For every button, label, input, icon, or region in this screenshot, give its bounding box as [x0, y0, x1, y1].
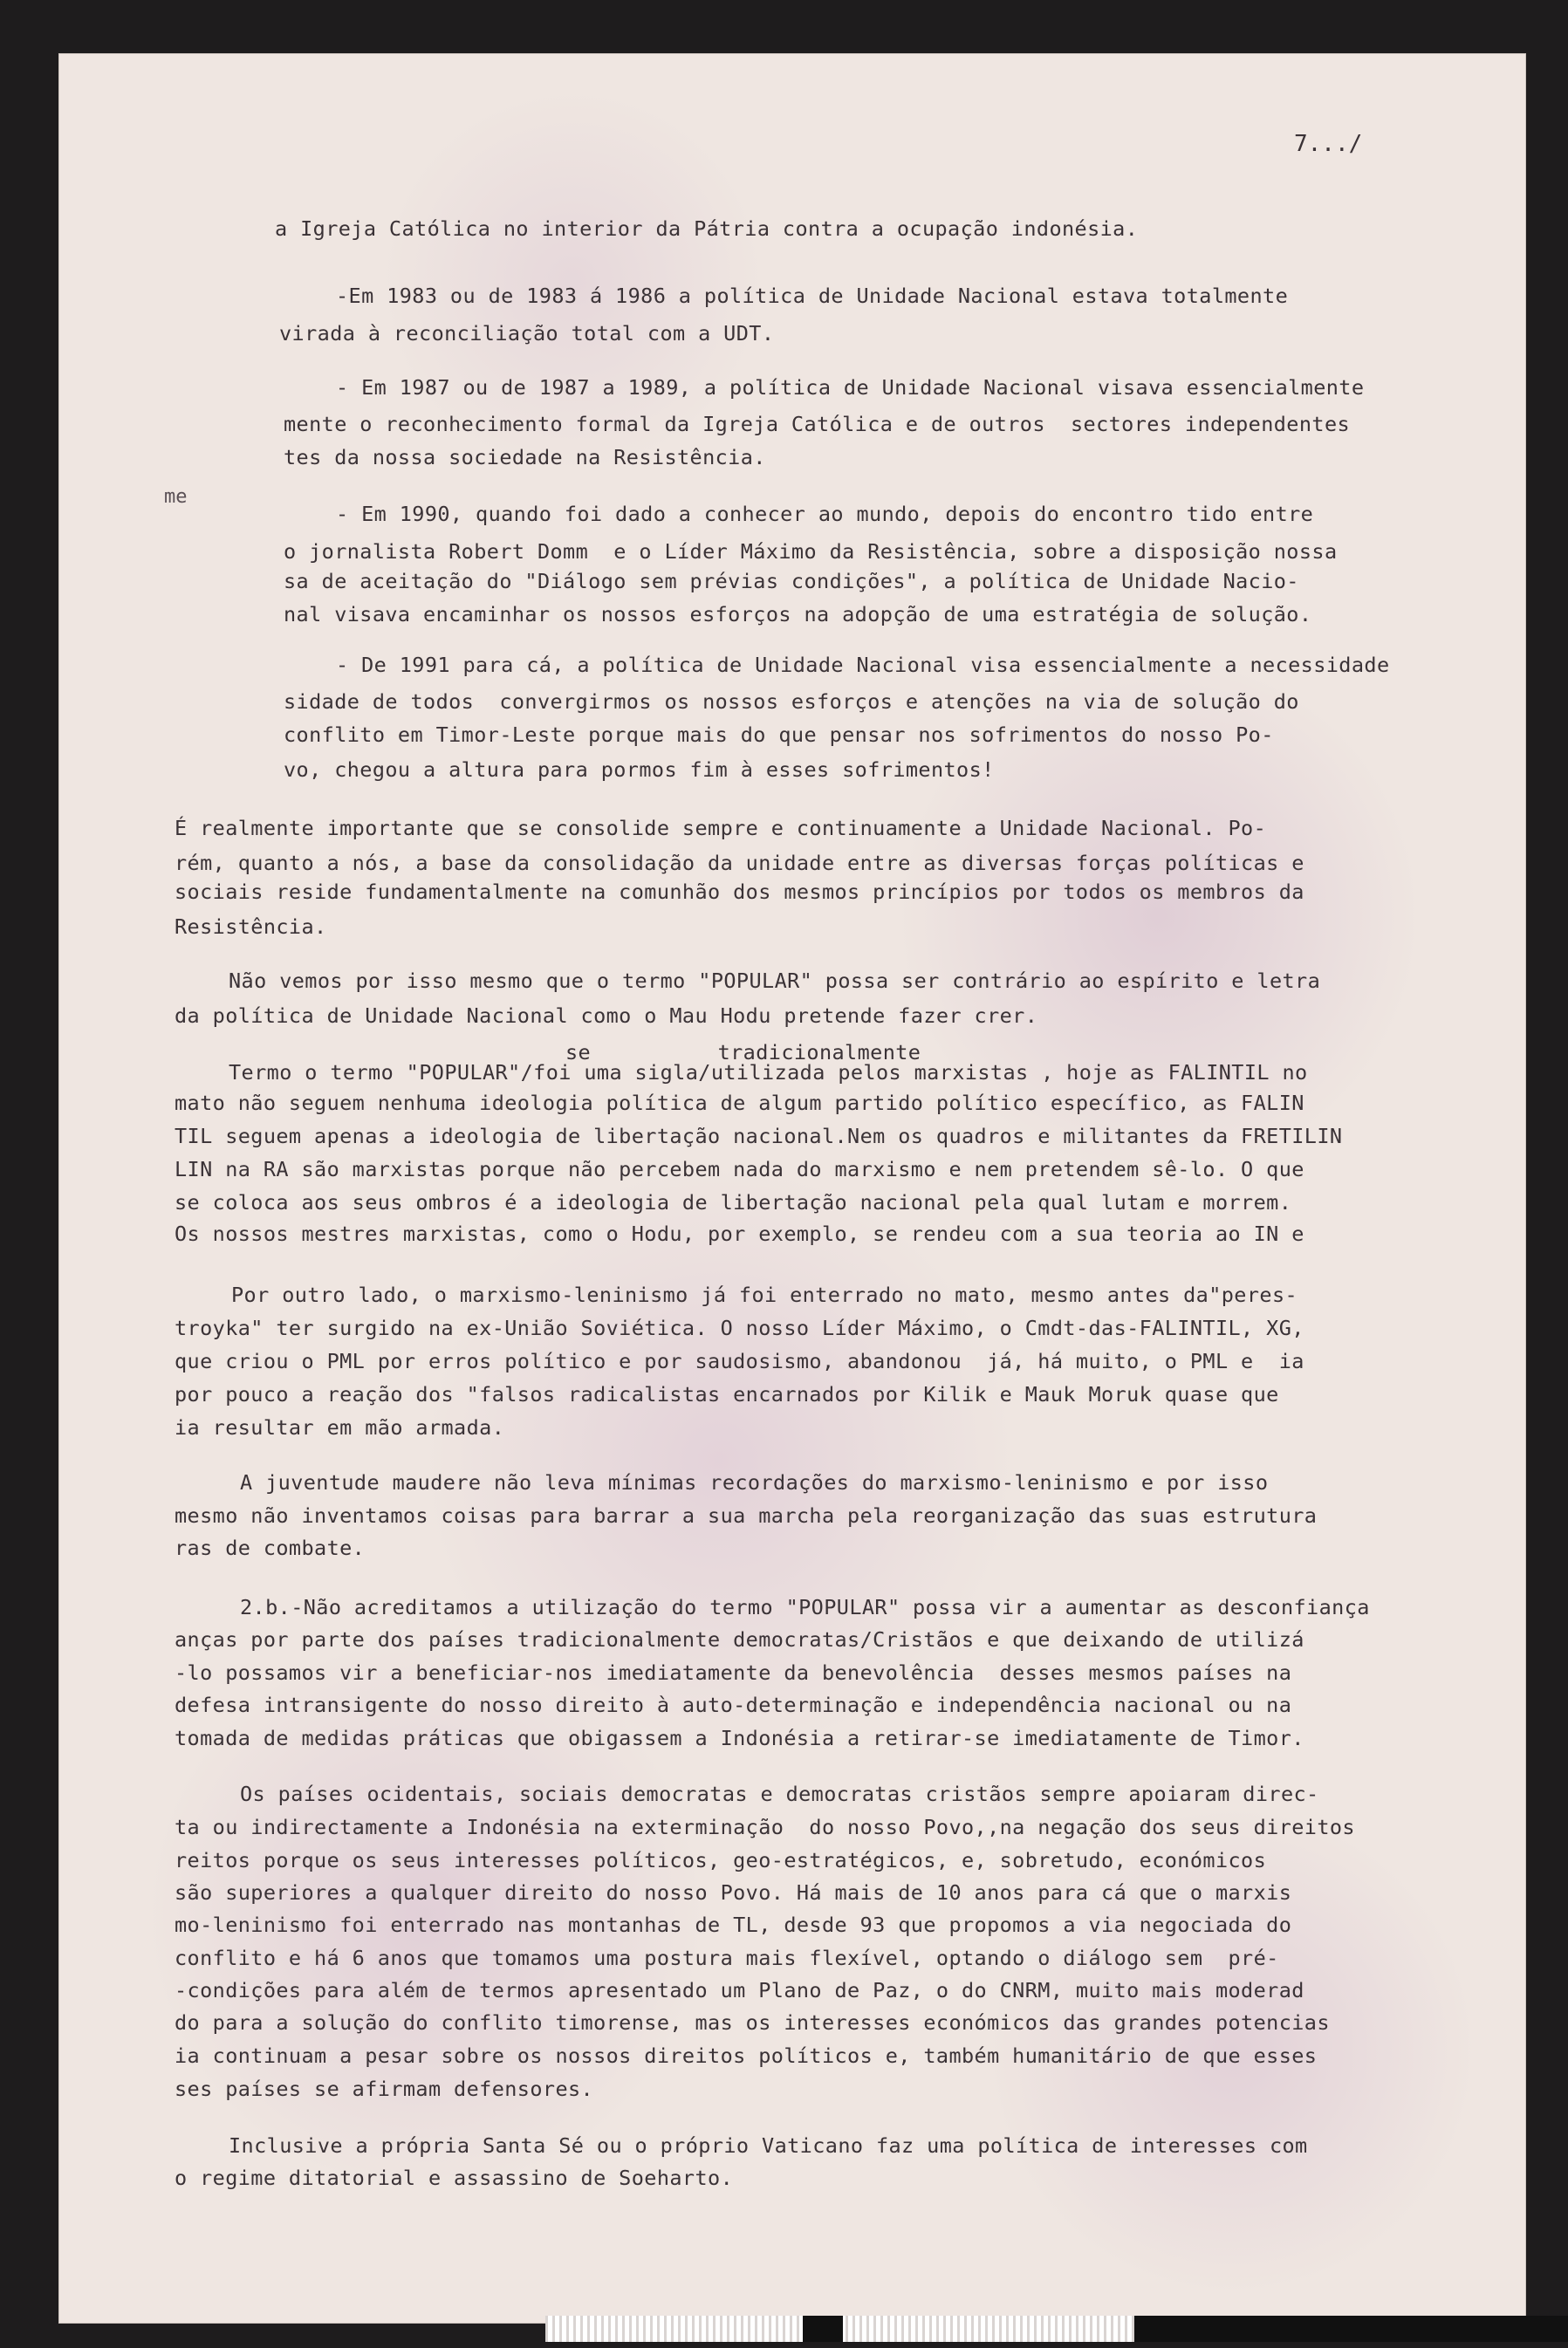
- text-line: TIL seguem apenas a ideologia de libertação nacional.Nem os quadros e militantes da FRETILIN: [175, 1124, 1343, 1148]
- text-line: LIN na RA são marxistas porque não percebem nada do marxismo e nem pretendem sê-lo. O que: [175, 1157, 1304, 1181]
- text-line: se tradicionalmente: [565, 1040, 921, 1064]
- text-line: Não vemos por isso mesmo que o termo "POPULAR" possa ser contrário ao espírito e letra: [229, 969, 1321, 993]
- text-line: ia resultar em mão armada.: [175, 1415, 505, 1440]
- text-line: da política de Unidade Nacional como o Mau Hodu pretende fazer crer.: [175, 1003, 1038, 1028]
- text-line: por pouco a reação dos "falsos radicalistas encarnados por Kilik e Mauk Moruk quase que: [175, 1382, 1279, 1407]
- text-line: tes da nossa sociedade na Resistência.: [284, 445, 766, 469]
- text-line: nal visava encaminhar os nossos esforços na adopção de uma estratégia de solução.: [284, 602, 1312, 626]
- text-line: do para a solução do conflito timorense, mas os interesses económicos das grandes potencias: [175, 2010, 1330, 2035]
- text-line: Inclusive a própria Santa Sé ou o próprio Vaticano faz uma política de interesses com: [229, 2133, 1308, 2158]
- text-line: rém, quanto a nós, a base da consolidação da unidade entre as diversas forças políticas e: [175, 851, 1304, 875]
- text-line: Resistência.: [175, 914, 327, 939]
- text-line: Por outro lado, o marxismo-leninismo já foi enterrado no mato, mesmo antes da"peres-: [231, 1283, 1298, 1307]
- text-line: virada à reconciliação total com a UDT.: [279, 321, 775, 346]
- text-line: - Em 1987 ou de 1987 a 1989, a política de Unidade Nacional visava essencialmente: [336, 375, 1365, 400]
- text-line: tomada de medidas práticas que obigassem a Indonésia a retirar-se imediatamente de Timor.: [175, 1726, 1304, 1750]
- text-line: mesmo não inventamos coisas para barrar a sua marcha pela reorganização das suas estrutura: [175, 1503, 1318, 1528]
- text-line: -Em 1983 ou de 1983 á 1986 a política de Unidade Nacional estava totalmente: [336, 284, 1289, 308]
- text-line: Os nossos mestres marxistas, como o Hodu, por exemplo, se rendeu com a sua teoria ao IN e: [175, 1222, 1304, 1246]
- page-number: 7.../: [1294, 131, 1363, 157]
- text-line: sidade de todos convergirmos os nossos esforços e atenções na via de solução do: [284, 689, 1299, 714]
- text-line: mato não seguem nenhuma ideologia política de algum partido político específico, as FALIN: [175, 1091, 1304, 1115]
- text-line: o regime ditatorial e assassino de Soeharto.: [175, 2166, 734, 2190]
- text-line: a Igreja Católica no interior da Pátria contra a ocupação indonésia.: [275, 216, 1139, 241]
- text-line: - De 1991 para cá, a política de Unidade Nacional visa essencialmente a necessidade: [336, 653, 1390, 677]
- text-line: são superiores a qualquer direito do nosso Povo. Há mais de 10 anos para cá que o marxis: [175, 1880, 1292, 1905]
- text-line: que criou o PML por erros político e por saudosismo, abandonou já, há muito, o PML e ia: [175, 1349, 1304, 1373]
- text-line: -lo possamos vir a beneficiar-nos imediatamente da benevolência desses mesmos países na: [175, 1660, 1292, 1685]
- text-line: ses países se afirmam defensores.: [175, 2077, 594, 2101]
- text-line: anças por parte dos países tradicionalmente democratas/Cristãos e que deixando de utilizá: [175, 1627, 1304, 1652]
- text-line: o jornalista Robert Domm e o Líder Máximo da Resistência, sobre a disposição nossa: [284, 539, 1338, 564]
- ruler-marker: [803, 2316, 843, 2342]
- text-line: sociais reside fundamentalmente na comunhão dos mesmos princípios por todos os membros da: [175, 880, 1304, 904]
- text-line: A juventude maudere não leva mínimas recordações do marxismo-leninismo e por isso: [240, 1470, 1269, 1495]
- text-line: troyka" ter surgido na ex-União Soviética. O nosso Líder Máximo, o Cmdt-das-FALINTIL, XG,: [175, 1316, 1304, 1340]
- text-line: É realmente importante que se consolide sempre e continuamente a Unidade Nacional. Po-: [175, 816, 1267, 840]
- text-line: Termo o termo "POPULAR"/foi uma sigla/utilizada pelos marxistas , hoje as FALINTIL no: [229, 1060, 1308, 1085]
- text-line: ta ou indirectamente a Indonésia na exterminação do nosso Povo,,na negação dos seus direitos: [175, 1815, 1355, 1839]
- text-line: mente o reconhecimento formal da Igreja Católica e de outros sectores independentes: [284, 412, 1351, 436]
- text-line: - Em 1990, quando foi dado a conhecer ao mundo, depois do encontro tido entre: [336, 502, 1314, 526]
- text-line: mo-leninismo foi enterrado nas montanhas de TL, desde 93 que propomos a via negociada do: [175, 1913, 1292, 1937]
- text-line: conflito em Timor-Leste porque mais do que pensar nos sofrimentos do nosso Po-: [284, 722, 1274, 747]
- text-line: conflito e há 6 anos que tomamos uma postura mais flexível, optando o diálogo sem pré-: [175, 1946, 1279, 1970]
- document-page: [59, 54, 1525, 2323]
- text-line: Os países ocidentais, sociais democratas e democratas cristãos sempre apoiaram direc-: [240, 1782, 1319, 1806]
- margin-note: me: [164, 486, 188, 508]
- text-line: vo, chegou a altura para pormos fim à esses sofrimentos!: [284, 757, 995, 782]
- text-line: sa de aceitação do "Diálogo sem prévias condições", a política de Unidade Nacio-: [284, 569, 1299, 593]
- text-line: defesa intransigente do nosso direito à auto-determinação e independência nacional ou na: [175, 1693, 1292, 1717]
- typewritten-body: [59, 54, 1525, 2323]
- text-line: ras de combate.: [175, 1536, 366, 1560]
- text-line: se coloca aos seus ombros é a ideologia de libertação nacional pela qual lutam e morrem.: [175, 1190, 1292, 1215]
- text-line: ia continuam a pesar sobre os nossos direitos políticos e, também humanitário de que esses: [175, 2043, 1318, 2068]
- color-calibration-bar: [1134, 2316, 1568, 2342]
- text-line: -condições para além de termos apresentado um Plano de Paz, o do CNRM, muito mais moderad: [175, 1978, 1304, 2002]
- text-line: 2.b.-Não acreditamos a utilização do termo "POPULAR" possa vir a aumentar as desconfiança: [240, 1595, 1370, 1619]
- text-line: reitos porque os seus interesses políticos, geo-estratégicos, e, sobretudo, económicos: [175, 1848, 1267, 1872]
